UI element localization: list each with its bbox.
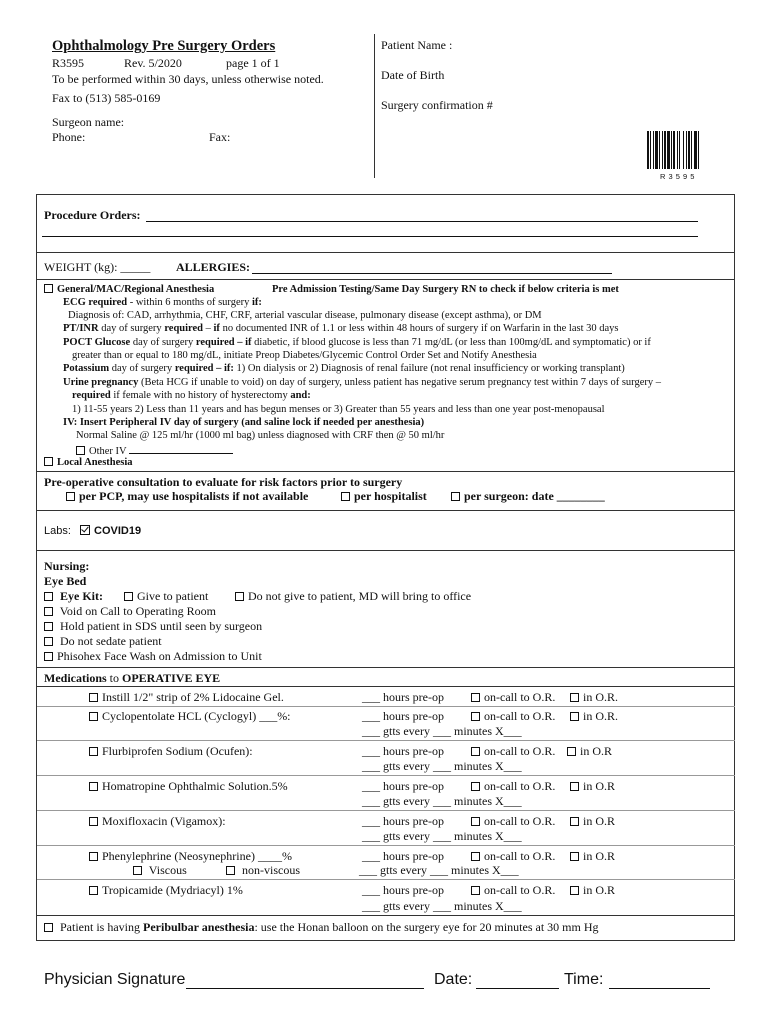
checkbox[interactable] (44, 637, 53, 646)
med-hours: ___ hours pre-op (362, 849, 444, 863)
divider (37, 252, 735, 253)
weight-label: WEIGHT (kg): _____ (44, 260, 151, 274)
med-gtts: ___ gtts every ___ minutes X___ (359, 863, 519, 877)
barcode-bar (688, 131, 690, 169)
consult-hospitalist-option[interactable]: per hospitalist (341, 489, 427, 504)
divider (37, 740, 735, 741)
checkbox[interactable] (570, 712, 579, 721)
barcode-bar (655, 131, 658, 169)
non-viscous-option[interactable]: non-viscous (226, 863, 300, 878)
form-title: Ophthalmology Pre Surgery Orders (52, 38, 276, 54)
procedure-line-2[interactable] (42, 236, 698, 237)
checkbox[interactable] (570, 782, 579, 791)
checkbox[interactable] (89, 712, 98, 721)
physician-signature-label: Physician Signature (44, 971, 186, 988)
checkbox[interactable] (471, 782, 480, 791)
med-flurbiprofen[interactable]: Flurbiprofen Sodium (Ocufen): (89, 744, 253, 759)
checkbox[interactable] (44, 652, 53, 661)
consult-pcp-option[interactable]: per PCP, may use hospitalists if not available (66, 489, 308, 504)
procedure-orders-label: Procedure Orders: (44, 208, 141, 222)
divider (37, 775, 735, 776)
med-inor-option[interactable]: in O.R. (570, 690, 618, 705)
void-option[interactable]: Void on Call to Operating Room (44, 604, 216, 619)
barcode-bar (691, 131, 692, 169)
hold-patient-option[interactable]: Hold patient in SDS until seen by surgeon (44, 619, 262, 634)
barcode-bar (698, 131, 699, 169)
give-to-patient-option[interactable]: Give to patient (124, 589, 208, 604)
checkbox[interactable] (44, 592, 53, 601)
diagnosis-line: Diagnosis of: CAD, arrhythmia, CHF, CRF, arterial vascular disease, pulmonary disease (except asthma), or DM (68, 310, 542, 321)
divider (37, 915, 735, 916)
med-hours: ___ hours pre-op (362, 690, 444, 704)
checkbox[interactable] (570, 693, 579, 702)
viscous-option[interactable]: Viscous (133, 863, 187, 878)
poct-line: POCT Glucose day of surgery required – if diabetic, if blood glucose is less than 71 mg/dL (or less than 100mg/dL and symptomatic) or if (63, 337, 651, 348)
med-hours: ___ hours pre-op (362, 709, 444, 723)
normal-saline-line: Normal Saline @ 125 ml/hr (1000 ml bag) unless diagnosed with CRF then @ 50 ml/hr (76, 430, 445, 441)
checkbox[interactable] (89, 817, 98, 826)
divider (37, 279, 735, 280)
med-gtts: ___ gtts every ___ minutes X___ (362, 724, 522, 738)
med-hours: ___ hours pre-op (362, 883, 444, 897)
med-gtts: ___ gtts every ___ minutes X___ (362, 759, 522, 773)
med-phenylephrine[interactable]: Phenylephrine (Neosynephrine) ____% (89, 849, 292, 864)
eye-bed-label: Eye Bed (44, 574, 87, 588)
med-inor-option[interactable]: in O.R (570, 814, 615, 829)
checkbox[interactable] (44, 607, 53, 616)
page-number: page 1 of 1 (226, 56, 280, 70)
urine-line-2: required if female with no history of hysterectomy and: (72, 390, 311, 401)
med-hours: ___ hours pre-op (362, 779, 444, 793)
checkbox[interactable] (44, 457, 53, 466)
allergies-line[interactable] (252, 273, 612, 274)
med-hours: ___ hours pre-op (362, 744, 444, 758)
potassium-line: Potassium day of surgery required – if: 1) On dialysis or 2) Diagnosis of renal failure (not renal insufficiency or working transplant) (63, 363, 625, 374)
fax-label: Fax: (209, 130, 231, 144)
surgery-confirmation-label: Surgery confirmation # (381, 98, 493, 112)
med-inor-option[interactable]: in O.R. (570, 709, 618, 724)
phisohex-option[interactable]: Phisohex Face Wash on Admission to Unit (44, 649, 262, 664)
phone-label: Phone: (52, 130, 86, 144)
date-label: Date: (434, 971, 473, 988)
nursing-heading: Nursing: (44, 559, 90, 573)
checked-checkbox[interactable] (80, 525, 90, 535)
med-oncall-option[interactable]: on-call to O.R. (471, 849, 555, 864)
checkbox[interactable] (89, 747, 98, 756)
physician-signature-line[interactable] (186, 988, 424, 989)
eye-kit-option[interactable]: Eye Kit: (44, 589, 103, 604)
covid19-option[interactable]: COVID19 (80, 525, 141, 537)
checkbox[interactable] (570, 852, 579, 861)
do-not-give-option[interactable]: Do not give to patient, MD will bring to office (235, 589, 471, 604)
barcode (647, 131, 719, 177)
date-line[interactable] (476, 988, 559, 989)
performed-note: To be performed within 30 days, unless otherwise noted. (52, 72, 324, 86)
time-line[interactable] (609, 988, 710, 989)
med-hours: ___ hours pre-op (362, 814, 444, 828)
procedure-line-1[interactable] (146, 221, 698, 222)
med-gtts: ___ gtts every ___ minutes X___ (362, 829, 522, 843)
barcode-bar (677, 131, 678, 169)
allergies-label: ALLERGIES: (176, 260, 251, 274)
ecg-line: ECG required - within 6 months of surgery if: (63, 297, 262, 308)
consult-heading: Pre-operative consultation to evaluate for risk factors prior to surgery (44, 475, 403, 489)
patient-name-label: Patient Name : (381, 38, 453, 52)
checkbox[interactable] (89, 886, 98, 895)
peribulbar-option[interactable]: Patient is having Peribulbar anesthesia: use the Honan balloon on the surgery eye for 20 minutes at 30 mm Hg (44, 920, 599, 935)
checkbox[interactable] (89, 693, 98, 702)
pat-heading: Pre Admission Testing/Same Day Surgery RN to check if below criteria is met (272, 284, 619, 295)
med-oncall-option[interactable]: on-call to O.R. (471, 814, 555, 829)
barcode-bar (686, 131, 687, 169)
divider (37, 706, 735, 707)
barcode-text: R 3 5 9 5 (660, 172, 695, 181)
checkbox[interactable] (44, 284, 53, 293)
local-anesthesia-option[interactable]: Local Anesthesia (44, 457, 133, 468)
checkbox[interactable] (471, 817, 480, 826)
med-inor-option[interactable]: in O.R (567, 744, 612, 759)
barcode-bar (647, 131, 649, 169)
checkbox[interactable] (471, 852, 480, 861)
labs-label: Labs: (44, 525, 71, 537)
urine-line: Urine pregnancy (Beta HCG if unable to void) on day of surgery, unless patient has negative serum pregnancy test within 7 days of surgery – (63, 377, 662, 388)
divider (37, 471, 735, 472)
med-oncall-option[interactable]: on-call to O.R. (471, 690, 555, 705)
med-oncall-option[interactable]: on-call to O.R. (471, 883, 555, 898)
dob-label: Date of Birth (381, 68, 445, 82)
checkbox[interactable] (89, 782, 98, 791)
divider (37, 810, 735, 811)
checkbox[interactable] (226, 866, 235, 875)
checkbox[interactable] (341, 492, 350, 501)
divider (37, 510, 735, 511)
barcode-bar (662, 131, 663, 169)
checkbox[interactable] (44, 622, 53, 631)
checkbox[interactable] (133, 866, 142, 875)
med-moxifloxacin[interactable]: Moxifloxacin (Vigamox): (89, 814, 226, 829)
barcode-bar (673, 131, 675, 169)
form-code: R3595 (52, 56, 85, 70)
med-oncall-option[interactable]: on-call to O.R. (471, 744, 555, 759)
med-inor-option[interactable]: in O.R (570, 779, 615, 794)
revision: Rev. 5/2020 (124, 56, 182, 70)
age-criteria-line: 1) 11-55 years 2) Less than 11 years and has begun menses or 3) Greater than 55 years and less than one year post-menopausal (72, 404, 605, 415)
divider (37, 550, 735, 551)
medications-heading: Medications to OPERATIVE EYE (44, 671, 221, 685)
checkbox[interactable] (89, 852, 98, 861)
barcode-bar (679, 131, 680, 169)
divider (37, 845, 735, 846)
med-gtts: ___ gtts every ___ minutes X___ (362, 899, 522, 913)
checkbox[interactable] (567, 747, 576, 756)
barcode-bar (653, 131, 654, 169)
checkbox[interactable] (471, 712, 480, 721)
med-inor-option[interactable]: in O.R (570, 883, 615, 898)
barcode-bar (659, 131, 660, 169)
med-cyclopentolate[interactable]: Cyclopentolate HCL (Cyclogyl) ___%: (89, 709, 291, 724)
checkbox[interactable] (66, 492, 75, 501)
checkbox[interactable] (44, 923, 53, 932)
poct-line-2: greater than or equal to 180 mg/dL, initiate Preop Diabetes/Glycemic Control Order Set and Notify Anesthesia (72, 350, 537, 361)
barcode-bar (694, 131, 697, 169)
med-gtts: ___ gtts every ___ minutes X___ (362, 794, 522, 808)
med-lidocaine[interactable]: Instill 1/2" strip of 2% Lidocaine Gel. (89, 690, 284, 705)
med-inor-option[interactable]: in O.R (570, 849, 615, 864)
med-oncall-option[interactable]: on-call to O.R. (471, 779, 555, 794)
iv-heading: IV: Insert Peripheral IV day of surgery (and saline lock if needed per anesthesia) (63, 417, 425, 428)
barcode-bar (671, 131, 672, 169)
barcode-bar (664, 131, 666, 169)
checkbox[interactable] (451, 492, 460, 501)
fax-number: Fax to (513) 585-0169 (52, 91, 161, 105)
checkbox[interactable] (235, 592, 244, 601)
checkbox[interactable] (570, 886, 579, 895)
consult-surgeon-option[interactable]: per surgeon: date ________ (451, 489, 605, 504)
checkbox[interactable] (471, 747, 480, 756)
barcode-bar (683, 131, 684, 169)
patient-box-divider (374, 34, 375, 178)
other-iv-option[interactable]: Other IV (76, 443, 233, 457)
divider (37, 686, 735, 687)
time-label: Time: (564, 971, 604, 988)
divider (37, 879, 735, 880)
med-tropicamide[interactable]: Tropicamide (Mydriacyl) 1% (89, 883, 243, 898)
general-anesthesia-option[interactable]: General/MAC/Regional Anesthesia (44, 284, 214, 295)
surgeon-name-label: Surgeon name: (52, 115, 125, 129)
barcode-bar (667, 131, 670, 169)
checkbox[interactable] (471, 886, 480, 895)
divider (37, 667, 735, 668)
med-homatropine[interactable]: Homatropine Ophthalmic Solution.5% (89, 779, 288, 794)
med-oncall-option[interactable]: on-call to O.R. (471, 709, 555, 724)
ptinr-line: PT/INR day of surgery required – if no documented INR of 1.1 or less within 48 hours of surgery if on Warfarin in the last 30 days (63, 323, 619, 334)
checkbox[interactable] (76, 446, 85, 455)
checkbox[interactable] (570, 817, 579, 826)
checkbox[interactable] (124, 592, 133, 601)
do-not-sedate-option[interactable]: Do not sedate patient (44, 634, 162, 649)
barcode-bar (650, 131, 651, 169)
checkbox[interactable] (471, 693, 480, 702)
